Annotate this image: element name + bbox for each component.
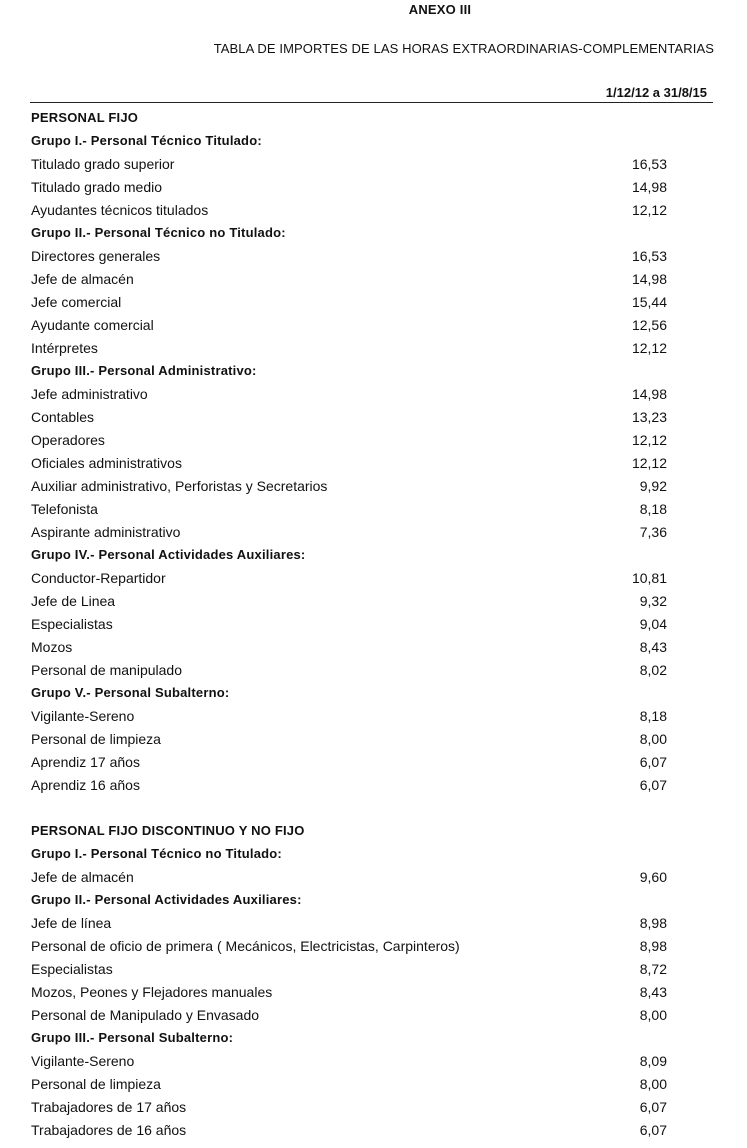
hourly-rate-value: 9,60: [639, 868, 667, 885]
hourly-rate-value: 6,07: [639, 1121, 667, 1138]
spacer-row: [31, 796, 671, 819]
hourly-rate-value: 12,12: [631, 201, 667, 218]
category-label: Jefe administrativo: [31, 385, 148, 402]
header-divider: [30, 102, 713, 103]
section-heading-row: [31, 819, 671, 842]
group-heading: Grupo III.- Personal Administrativo:: [31, 363, 257, 378]
hourly-rate-value: 6,07: [639, 1098, 667, 1115]
table-row: [31, 1095, 671, 1118]
category-label: Personal de oficio de primera ( Mecánicos, Electricistas, Carpinteros): [31, 937, 460, 954]
group-heading: Grupo III.- Personal Subalterno:: [31, 1030, 234, 1045]
table-row: [31, 152, 671, 175]
table-row: [31, 566, 671, 589]
hourly-rate-value: 12,56: [631, 316, 667, 333]
category-label: Telefonista: [31, 500, 98, 517]
category-label: Trabajadores de 16 años: [31, 1121, 187, 1138]
category-label: Vigilante-Sereno: [31, 707, 135, 724]
category-label: Titulado grado superior: [31, 155, 175, 172]
table-row: [31, 704, 671, 727]
hourly-rate-value: 8,00: [639, 1075, 667, 1092]
category-label: Especialistas: [31, 960, 113, 977]
hourly-rate-value: 9,04: [639, 615, 667, 632]
hourly-rate-value: 8,02: [639, 661, 667, 678]
category-label: Mozos: [31, 638, 73, 655]
category-label: Contables: [31, 408, 95, 425]
hourly-rate-value: 12,12: [631, 339, 667, 356]
hourly-rate-value: 9,32: [639, 592, 667, 609]
document-subtitle: TABLA DE IMPORTES DE LAS HORAS EXTRAORDINARIAS-COMPLEMENTARIAS: [213, 41, 714, 56]
category-label: Aprendiz 16 años: [31, 776, 140, 793]
hourly-rate-value: 12,12: [631, 454, 667, 471]
table-row: [31, 658, 671, 681]
hourly-rate-value: 8,09: [639, 1052, 667, 1069]
group-heading: Grupo I.- Personal Técnico no Titulado:: [31, 846, 282, 861]
table-row: [31, 313, 671, 336]
table-row: [31, 290, 671, 313]
hourly-rate-value: 8,18: [639, 707, 667, 724]
table-row: [31, 244, 671, 267]
category-label: Ayudante comercial: [31, 316, 154, 333]
table-row: [31, 405, 671, 428]
hourly-rate-value: 7,36: [639, 523, 667, 540]
hourly-rate-value: 13,23: [631, 408, 667, 425]
table-row: [31, 1049, 671, 1072]
table-row: [31, 865, 671, 888]
hourly-rate-value: 6,07: [639, 776, 667, 793]
category-label: Jefe comercial: [31, 293, 122, 310]
category-label: Intérpretes: [31, 339, 98, 356]
group-heading: Grupo V.- Personal Subalterno:: [31, 685, 230, 700]
hourly-rate-value: 8,98: [639, 937, 667, 954]
table-row: [31, 1118, 671, 1141]
hourly-rate-value: 8,98: [639, 914, 667, 931]
hourly-rate-value: 14,98: [631, 178, 667, 195]
hourly-rate-value: 8,43: [639, 638, 667, 655]
hourly-rate-value: 10,81: [631, 569, 667, 586]
rates-table: [31, 106, 671, 1141]
category-label: Conductor-Repartidor: [31, 569, 166, 586]
table-row: [31, 382, 671, 405]
document-title: ANEXO III: [408, 2, 472, 17]
table-row: [31, 1003, 671, 1026]
table-row: [31, 773, 671, 796]
group-heading: Grupo I.- Personal Técnico Titulado:: [31, 133, 262, 148]
category-label: Trabajadores de 17 años: [31, 1098, 187, 1115]
group-heading-row: [31, 543, 671, 566]
table-row: [31, 727, 671, 750]
category-label: Jefe de Linea: [31, 592, 116, 609]
category-label: Oficiales administrativos: [31, 454, 182, 471]
table-row: [31, 198, 671, 221]
category-label: Especialistas: [31, 615, 113, 632]
hourly-rate-value: 8,18: [639, 500, 667, 517]
table-row: [31, 451, 671, 474]
table-row: [31, 612, 671, 635]
group-heading-row: [31, 129, 671, 152]
category-label: Operadores: [31, 431, 105, 448]
category-label: Personal de Manipulado y Envasado: [31, 1006, 260, 1023]
group-heading-row: [31, 842, 671, 865]
group-heading: Grupo IV.- Personal Actividades Auxiliares:: [31, 547, 306, 562]
category-label: Vigilante-Sereno: [31, 1052, 135, 1069]
group-heading-row: [31, 888, 671, 911]
group-heading-row: [31, 681, 671, 704]
table-row: [31, 267, 671, 290]
hourly-rate-value: 16,53: [631, 155, 667, 172]
category-label: Jefe de línea: [31, 914, 112, 931]
hourly-rate-value: 6,07: [639, 753, 667, 770]
category-label: Auxiliar administrativo, Perforistas y Secretarios: [31, 477, 328, 494]
category-label: Jefe de almacén: [31, 868, 134, 885]
group-heading: Grupo II.- Personal Actividades Auxiliares:: [31, 892, 302, 907]
table-row: [31, 589, 671, 612]
section-heading: PERSONAL FIJO DISCONTINUO Y NO FIJO: [31, 823, 305, 838]
table-row: [31, 175, 671, 198]
table-row: [31, 635, 671, 658]
hourly-rate-value: 14,98: [631, 270, 667, 287]
group-heading-row: [31, 359, 671, 382]
category-label: Ayudantes técnicos titulados: [31, 201, 209, 218]
category-label: Aspirante administrativo: [31, 523, 181, 540]
group-heading: Grupo II.- Personal Técnico no Titulado:: [31, 225, 286, 240]
table-row: [31, 957, 671, 980]
table-row: [31, 336, 671, 359]
table-row: [31, 934, 671, 957]
hourly-rate-value: 14,98: [631, 385, 667, 402]
category-label: Titulado grado medio: [31, 178, 163, 195]
table-row: [31, 1072, 671, 1095]
category-label: Directores generales: [31, 247, 161, 264]
hourly-rate-value: 8,00: [639, 1006, 667, 1023]
section-heading: PERSONAL FIJO: [31, 110, 139, 125]
hourly-rate-value: 16,53: [631, 247, 667, 264]
hourly-rate-value: 8,00: [639, 730, 667, 747]
table-row: [31, 980, 671, 1003]
period-column-header: 1/12/12 a 31/8/15: [605, 85, 707, 100]
hourly-rate-value: 9,92: [639, 477, 667, 494]
table-row: [31, 520, 671, 543]
group-heading-row: [31, 221, 671, 244]
section-heading-row: [31, 106, 671, 129]
category-label: Aprendiz 17 años: [31, 753, 140, 770]
table-row: [31, 474, 671, 497]
table-row: [31, 911, 671, 934]
category-label: Personal de limpieza: [31, 1075, 161, 1092]
category-label: Personal de limpieza: [31, 730, 161, 747]
hourly-rate-value: 12,12: [631, 431, 667, 448]
category-label: Personal de manipulado: [31, 661, 182, 678]
hourly-rate-value: 15,44: [631, 293, 667, 310]
category-label: Jefe de almacén: [31, 270, 134, 287]
category-label: Mozos, Peones y Flejadores manuales: [31, 983, 273, 1000]
table-row: [31, 428, 671, 451]
group-heading-row: [31, 1026, 671, 1049]
hourly-rate-value: 8,72: [639, 960, 667, 977]
hourly-rate-value: 8,43: [639, 983, 667, 1000]
table-row: [31, 497, 671, 520]
table-row: [31, 750, 671, 773]
